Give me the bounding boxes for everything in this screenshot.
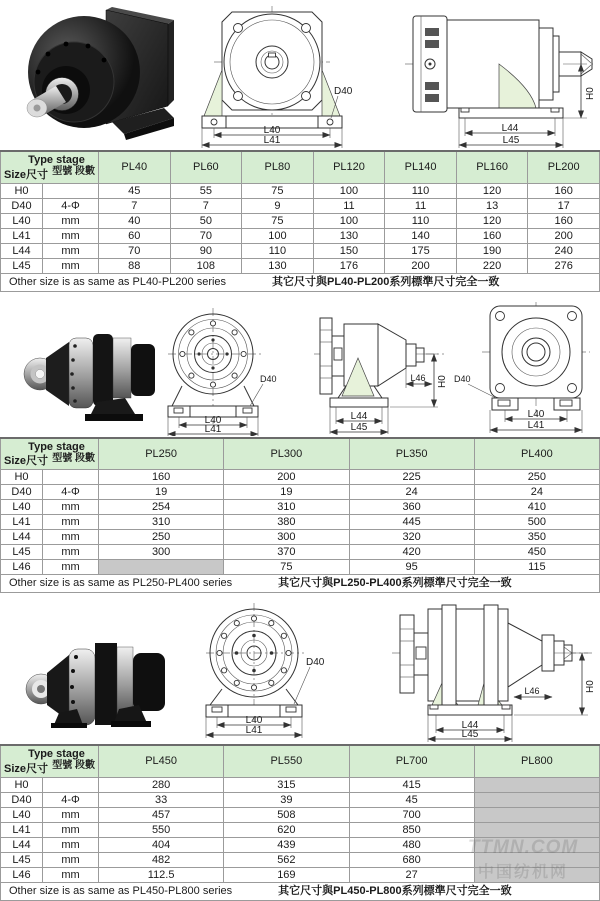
table-row bbox=[1, 807, 600, 822]
value-cell: 130 bbox=[313, 228, 385, 243]
column-header: PL300 bbox=[224, 438, 349, 470]
value-cell: 410 bbox=[474, 500, 599, 515]
table-row bbox=[1, 515, 600, 530]
value-cell bbox=[474, 852, 599, 867]
table-row bbox=[1, 530, 600, 545]
dim-label-l40: L40 bbox=[245, 715, 263, 726]
value-cell: 45 bbox=[99, 183, 171, 198]
value-cell: 439 bbox=[224, 837, 349, 852]
value-cell: 120 bbox=[456, 183, 528, 198]
table-row bbox=[1, 198, 600, 213]
value-cell: 220 bbox=[456, 258, 528, 273]
table-footer-row bbox=[1, 273, 600, 291]
row-size-cell: H0 bbox=[1, 183, 43, 198]
value-cell: 60 bbox=[99, 228, 171, 243]
table-row bbox=[1, 545, 600, 560]
value-cell: 75 bbox=[242, 183, 314, 198]
value-cell: 150 bbox=[313, 243, 385, 258]
dim-label-h0: H0 bbox=[585, 680, 596, 693]
value-cell: 200 bbox=[528, 228, 600, 243]
value-cell: 620 bbox=[224, 822, 349, 837]
row-unit-cell: mm bbox=[43, 243, 99, 258]
value-cell: 404 bbox=[99, 837, 224, 852]
dim-label-l40: L40 bbox=[263, 125, 281, 136]
table-row bbox=[1, 837, 600, 852]
value-cell: 482 bbox=[99, 852, 224, 867]
table-row bbox=[1, 228, 600, 243]
drawing-row-3 bbox=[0, 597, 600, 744]
value-cell: 370 bbox=[224, 545, 349, 560]
value-cell: 169 bbox=[224, 867, 349, 882]
footer-note-zh: 其它尺寸與PL40-PL200系列標準尺寸完全一致 bbox=[272, 275, 500, 288]
column-header: PL40 bbox=[99, 151, 171, 183]
value-cell: 850 bbox=[349, 822, 474, 837]
value-cell bbox=[474, 867, 599, 882]
value-cell: 320 bbox=[349, 530, 474, 545]
product-photo-3 bbox=[15, 605, 175, 731]
value-cell: 415 bbox=[349, 777, 474, 792]
rear-view-drawing-2 bbox=[452, 302, 598, 434]
row-size-cell: L41 bbox=[1, 515, 43, 530]
footer-note-zh: 其它尺寸與PL450-PL800系列標準尺寸完全一致 bbox=[278, 884, 512, 897]
value-cell: 33 bbox=[99, 792, 224, 807]
row-unit-cell: 4-Φ bbox=[43, 198, 99, 213]
value-cell: 39 bbox=[224, 792, 349, 807]
type-size-header-cell bbox=[1, 438, 99, 470]
front-view-drawing-3 bbox=[200, 601, 340, 741]
table-row bbox=[1, 258, 600, 273]
dim-label-d40: D40 bbox=[306, 657, 325, 668]
table-header-row bbox=[1, 438, 600, 470]
value-cell: 100 bbox=[313, 213, 385, 228]
value-cell: 11 bbox=[385, 198, 457, 213]
column-header: PL160 bbox=[456, 151, 528, 183]
size-label: Size尺寸 bbox=[4, 168, 49, 181]
value-cell: 300 bbox=[99, 545, 224, 560]
dim-label-l40: L40 bbox=[527, 408, 545, 420]
value-cell bbox=[474, 807, 599, 822]
table-row bbox=[1, 470, 600, 485]
value-cell: 457 bbox=[99, 807, 224, 822]
table-row bbox=[1, 792, 600, 807]
value-cell: 240 bbox=[528, 243, 600, 258]
spec-table-1 bbox=[0, 150, 600, 292]
value-cell: 70 bbox=[99, 243, 171, 258]
row-unit-cell: mm bbox=[43, 213, 99, 228]
product-photo-2 bbox=[15, 302, 165, 424]
value-cell: 276 bbox=[528, 258, 600, 273]
value-cell: 24 bbox=[474, 485, 599, 500]
column-header: PL700 bbox=[349, 745, 474, 777]
column-header: PL250 bbox=[99, 438, 224, 470]
value-cell: 19 bbox=[224, 485, 349, 500]
value-cell: 360 bbox=[349, 500, 474, 515]
dim-label-l45: L45 bbox=[502, 135, 520, 146]
value-cell: 420 bbox=[349, 545, 474, 560]
footer-note-en: Other size is as same as PL250-PL400 series bbox=[9, 577, 233, 589]
value-cell: 445 bbox=[349, 515, 474, 530]
column-header: PL550 bbox=[224, 745, 349, 777]
table-header-row bbox=[1, 745, 600, 777]
value-cell: 160 bbox=[99, 470, 224, 485]
value-cell: 75 bbox=[224, 560, 349, 575]
dim-label-l46: L46 bbox=[410, 372, 426, 383]
value-cell: 200 bbox=[385, 258, 457, 273]
row-unit-cell: mm bbox=[43, 867, 99, 882]
column-header: PL350 bbox=[349, 438, 474, 470]
row-size-cell: L45 bbox=[1, 258, 43, 273]
row-size-cell: H0 bbox=[1, 470, 43, 485]
table-header-row bbox=[1, 151, 600, 183]
type-size-header-cell bbox=[1, 745, 99, 777]
row-size-cell: L46 bbox=[1, 867, 43, 882]
row-size-cell: H0 bbox=[1, 777, 43, 792]
value-cell: 130 bbox=[242, 258, 314, 273]
footer-cell bbox=[1, 575, 600, 593]
table-row bbox=[1, 560, 600, 575]
value-cell: 112.5 bbox=[99, 867, 224, 882]
type-stage-zh-label: 型號 段數 bbox=[52, 760, 95, 771]
value-cell: 19 bbox=[99, 485, 224, 500]
row-size-cell: L44 bbox=[1, 530, 43, 545]
column-header: PL450 bbox=[99, 745, 224, 777]
value-cell: 11 bbox=[313, 198, 385, 213]
row-size-cell: L44 bbox=[1, 243, 43, 258]
drawing-row-2 bbox=[0, 292, 600, 437]
dim-label-l41: L41 bbox=[245, 725, 263, 736]
value-cell: 380 bbox=[224, 515, 349, 530]
row-unit-cell: mm bbox=[43, 822, 99, 837]
value-cell: 7 bbox=[99, 198, 171, 213]
value-cell: 450 bbox=[474, 545, 599, 560]
dim-label-l46: L46 bbox=[524, 686, 540, 696]
table-row bbox=[1, 867, 600, 882]
value-cell: 250 bbox=[474, 470, 599, 485]
table-row bbox=[1, 213, 600, 228]
value-cell: 55 bbox=[170, 183, 242, 198]
value-cell bbox=[474, 792, 599, 807]
row-size-cell: L44 bbox=[1, 837, 43, 852]
value-cell: 140 bbox=[385, 228, 457, 243]
side-view-drawing-2 bbox=[312, 306, 448, 436]
table-row bbox=[1, 822, 600, 837]
value-cell: 9 bbox=[242, 198, 314, 213]
value-cell: 500 bbox=[474, 515, 599, 530]
size-label: Size尺寸 bbox=[4, 762, 49, 775]
value-cell: 175 bbox=[385, 243, 457, 258]
table-row bbox=[1, 852, 600, 867]
table-footer-row bbox=[1, 882, 600, 900]
value-cell: 160 bbox=[456, 228, 528, 243]
product-photo-1 bbox=[14, 6, 186, 144]
value-cell: 550 bbox=[99, 822, 224, 837]
row-unit-cell: 4-Φ bbox=[43, 485, 99, 500]
row-size-cell: L46 bbox=[1, 560, 43, 575]
value-cell: 480 bbox=[349, 837, 474, 852]
type-size-header-cell bbox=[1, 151, 99, 183]
row-size-cell: D40 bbox=[1, 198, 43, 213]
value-cell: 250 bbox=[99, 530, 224, 545]
row-size-cell: L41 bbox=[1, 228, 43, 243]
value-cell: 315 bbox=[224, 777, 349, 792]
value-cell: 100 bbox=[242, 228, 314, 243]
type-stage-label: Type stage bbox=[28, 748, 85, 760]
dim-label-l45: L45 bbox=[461, 729, 479, 740]
value-cell: 17 bbox=[528, 198, 600, 213]
value-cell: 508 bbox=[224, 807, 349, 822]
column-header: PL200 bbox=[528, 151, 600, 183]
row-size-cell: D40 bbox=[1, 485, 43, 500]
value-cell: 110 bbox=[385, 183, 457, 198]
watermark-line-1: TTMN.COM bbox=[467, 837, 579, 858]
table-row bbox=[1, 243, 600, 258]
row-size-cell: L40 bbox=[1, 807, 43, 822]
watermark-line-2: 中国纺机网 bbox=[477, 864, 568, 881]
dim-label-d40: D40 bbox=[454, 373, 471, 384]
row-unit-cell: mm bbox=[43, 500, 99, 515]
value-cell: 254 bbox=[99, 500, 224, 515]
dim-label-l44: L44 bbox=[501, 123, 519, 134]
dim-label-l45: L45 bbox=[350, 421, 368, 433]
table-row bbox=[1, 485, 600, 500]
value-cell: 50 bbox=[170, 213, 242, 228]
dim-label-l40: L40 bbox=[204, 414, 222, 426]
value-cell: 115 bbox=[474, 560, 599, 575]
value-cell: 7 bbox=[170, 198, 242, 213]
column-header: PL80 bbox=[242, 151, 314, 183]
size-label: Size尺寸 bbox=[4, 455, 49, 467]
value-cell: 160 bbox=[528, 183, 600, 198]
value-cell: 562 bbox=[224, 852, 349, 867]
footer-note-en: Other size is as same as PL40-PL200 series bbox=[9, 275, 227, 288]
value-cell bbox=[474, 837, 599, 852]
value-cell: 110 bbox=[242, 243, 314, 258]
dim-label-l44: L44 bbox=[461, 720, 479, 731]
row-unit-cell: mm bbox=[43, 852, 99, 867]
row-size-cell: L40 bbox=[1, 213, 43, 228]
column-header: PL400 bbox=[474, 438, 599, 470]
row-unit-cell: mm bbox=[43, 228, 99, 243]
footer-note-en: Other size is as same as PL450-PL800 series bbox=[9, 884, 233, 897]
dim-label-l41: L41 bbox=[527, 419, 545, 431]
row-unit-cell bbox=[43, 470, 99, 485]
front-view-drawing-1 bbox=[198, 4, 363, 150]
value-cell bbox=[99, 560, 224, 575]
dim-label-h0: H0 bbox=[437, 374, 448, 388]
row-unit-cell bbox=[43, 183, 99, 198]
type-stage-label: Type stage bbox=[28, 440, 85, 453]
column-header: PL140 bbox=[385, 151, 457, 183]
column-header: PL800 bbox=[474, 745, 599, 777]
value-cell: 88 bbox=[99, 258, 171, 273]
front-view-drawing-2 bbox=[166, 306, 282, 436]
row-size-cell: L45 bbox=[1, 545, 43, 560]
value-cell: 700 bbox=[349, 807, 474, 822]
value-cell: 120 bbox=[456, 213, 528, 228]
side-view-drawing-3 bbox=[390, 601, 598, 743]
dim-label-h0: H0 bbox=[585, 87, 596, 100]
value-cell: 24 bbox=[349, 485, 474, 500]
value-cell: 176 bbox=[313, 258, 385, 273]
table-row bbox=[1, 183, 600, 198]
value-cell: 280 bbox=[99, 777, 224, 792]
row-size-cell: L40 bbox=[1, 500, 43, 515]
value-cell: 40 bbox=[99, 213, 171, 228]
table-row bbox=[1, 500, 600, 515]
value-cell: 350 bbox=[474, 530, 599, 545]
dim-label-d40: D40 bbox=[260, 373, 277, 384]
value-cell: 45 bbox=[349, 792, 474, 807]
value-cell: 100 bbox=[313, 183, 385, 198]
value-cell: 160 bbox=[528, 213, 600, 228]
row-size-cell: L45 bbox=[1, 852, 43, 867]
value-cell: 75 bbox=[242, 213, 314, 228]
drawing-row-1 bbox=[0, 0, 600, 150]
type-stage-label: Type stage bbox=[28, 154, 85, 166]
value-cell: 70 bbox=[170, 228, 242, 243]
row-unit-cell: mm bbox=[43, 807, 99, 822]
value-cell: 108 bbox=[170, 258, 242, 273]
column-header: PL120 bbox=[313, 151, 385, 183]
type-stage-zh-label: 型號 段數 bbox=[52, 166, 95, 177]
value-cell: 200 bbox=[224, 470, 349, 485]
row-size-cell: L41 bbox=[1, 822, 43, 837]
row-size-cell: D40 bbox=[1, 792, 43, 807]
footer-note-zh: 其它尺寸與PL250-PL400系列標準尺寸完全一致 bbox=[278, 577, 512, 589]
value-cell: 110 bbox=[385, 213, 457, 228]
side-view-drawing-1 bbox=[403, 4, 597, 150]
row-unit-cell: mm bbox=[43, 515, 99, 530]
value-cell: 310 bbox=[224, 500, 349, 515]
value-cell: 13 bbox=[456, 198, 528, 213]
value-cell: 310 bbox=[99, 515, 224, 530]
footer-cell bbox=[1, 273, 600, 291]
value-cell: 27 bbox=[349, 867, 474, 882]
row-unit-cell: 4-Φ bbox=[43, 792, 99, 807]
row-unit-cell: mm bbox=[43, 530, 99, 545]
column-header: PL60 bbox=[170, 151, 242, 183]
value-cell bbox=[474, 822, 599, 837]
value-cell: 300 bbox=[224, 530, 349, 545]
spec-table-2 bbox=[0, 437, 600, 594]
spec-table-3 bbox=[0, 744, 600, 901]
value-cell: 190 bbox=[456, 243, 528, 258]
dim-label-l41: L41 bbox=[204, 423, 222, 435]
row-unit-cell: mm bbox=[43, 258, 99, 273]
value-cell: 680 bbox=[349, 852, 474, 867]
value-cell: 225 bbox=[349, 470, 474, 485]
dim-label-d40: D40 bbox=[334, 86, 353, 97]
value-cell: 90 bbox=[170, 243, 242, 258]
value-cell: 95 bbox=[349, 560, 474, 575]
row-unit-cell bbox=[43, 777, 99, 792]
row-unit-cell: mm bbox=[43, 560, 99, 575]
type-stage-zh-label: 型號 段數 bbox=[52, 452, 95, 464]
dim-label-l44: L44 bbox=[350, 410, 368, 422]
footer-cell bbox=[1, 882, 600, 900]
dim-label-l41: L41 bbox=[263, 135, 281, 146]
value-cell bbox=[474, 777, 599, 792]
row-unit-cell: mm bbox=[43, 545, 99, 560]
table-footer-row bbox=[1, 575, 600, 593]
table-row bbox=[1, 777, 600, 792]
row-unit-cell: mm bbox=[43, 837, 99, 852]
